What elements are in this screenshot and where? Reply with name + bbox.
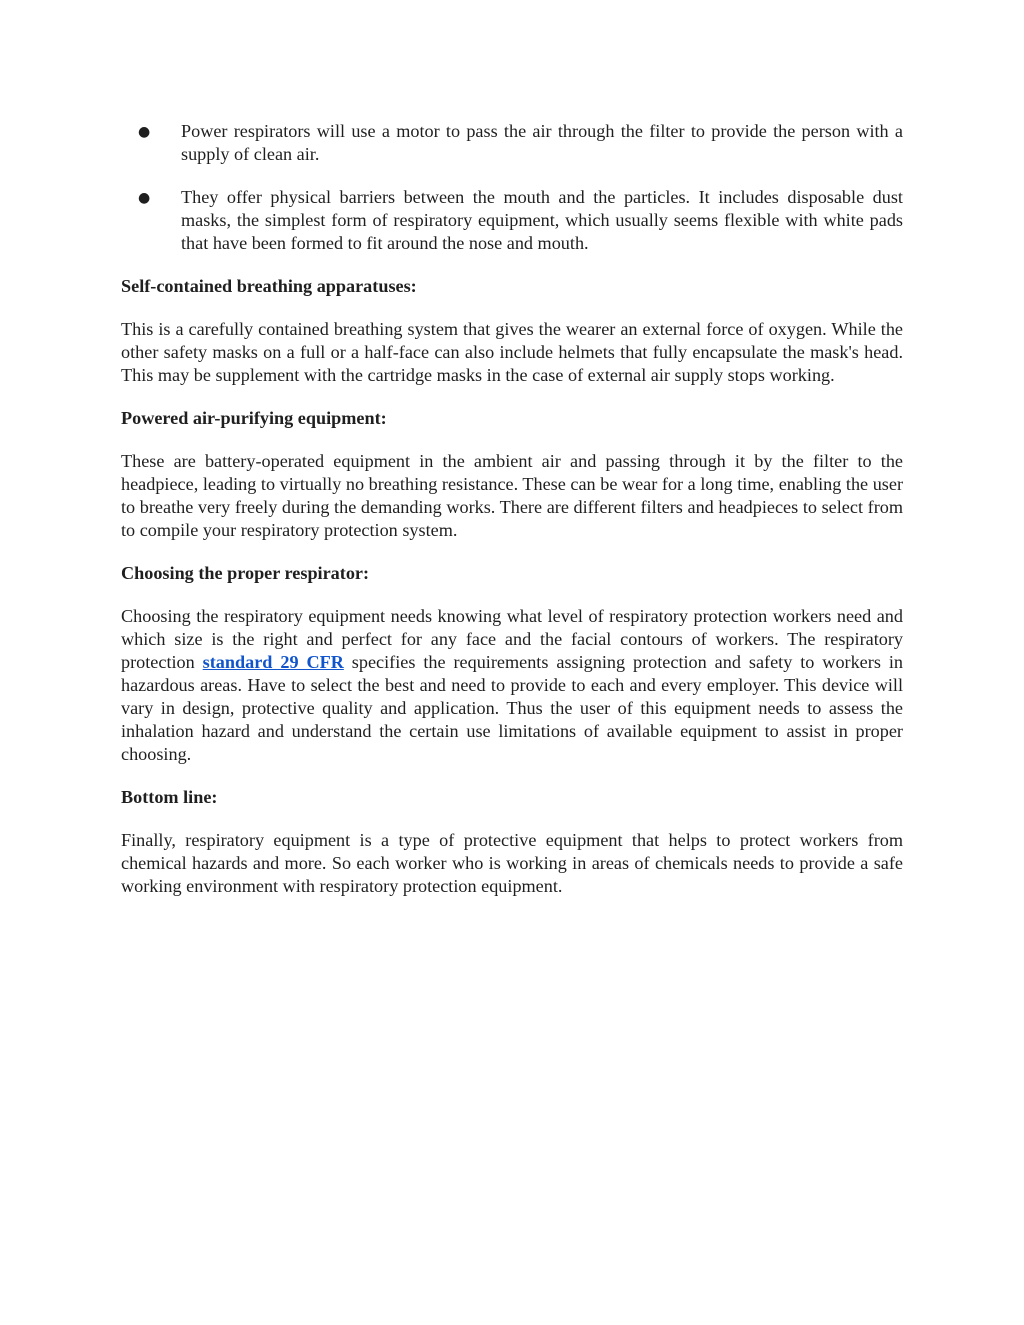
bullet-icon: ● <box>138 190 151 206</box>
bullet-item-physical-barriers <box>121 186 903 255</box>
paragraph-choosing-text-before-link: Choosing the respiratory equipment needs knowing what level of respiratory protection workers need and which size is the right and perfect for any face and the facial contours of workers. The respiratory protection <box>121 606 903 672</box>
bullet-list <box>121 120 903 255</box>
paragraph-bottom-line: Finally, respiratory equipment is a type of protective equipment that helps to protect workers from chemical hazards and more. So each worker who is working in areas of chemicals needs to provide a safe working environment with respiratory protection equipment. <box>121 830 903 896</box>
bullet-item-power-respirators <box>121 120 903 166</box>
bullet-text: They offer physical barriers between the mouth and the particles. It includes disposable dust masks, the simplest form of respiratory equipment, which usually seems flexible with white pads that have been formed to fit around the nose and mouth. <box>181 187 903 253</box>
standard-29-cfr-link[interactable]: standard 29 CFR <box>202 652 344 672</box>
heading-scba: Self-contained breathing apparatuses: <box>121 276 417 296</box>
bullet-text: Power respirators will use a motor to pass the air through the filter to provide the person with a supply of clean air. <box>181 121 903 164</box>
document-page <box>121 120 903 918</box>
paragraph-scba: This is a carefully contained breathing system that gives the wearer an external force of oxygen. While the other safety masks on a full or a half-face can also include helmets that fully encapsulate the mask's head. This may be supplement with the cartridge masks in the case of external air supply stops working. <box>121 319 903 385</box>
paragraph-choosing-text-after-link: specifies the requirements assigning protection and safety to workers in hazardous areas. Have to select the best and need to provide to each and every employer. This device will vary in design, protective quality and application. Thus the user of this equipment needs to assess the inhalation hazard and understand the certain use limitations of available equipment to assist in proper choosing. <box>121 652 903 764</box>
paragraph-choosing <box>121 605 903 766</box>
heading-choosing: Choosing the proper respirator: <box>121 563 370 583</box>
heading-papr: Powered air-purifying equipment: <box>121 408 387 428</box>
bullet-icon: ● <box>138 124 151 140</box>
paragraph-papr: These are battery-operated equipment in the ambient air and passing through it by the filter to the headpiece, leading to virtually no breathing resistance. These can be wear for a long time, enabling the user to breathe very freely during the demanding works. There are different filters and headpieces to select from to compile your respiratory protection system. <box>121 451 903 540</box>
heading-bottom-line: Bottom line: <box>121 787 218 807</box>
